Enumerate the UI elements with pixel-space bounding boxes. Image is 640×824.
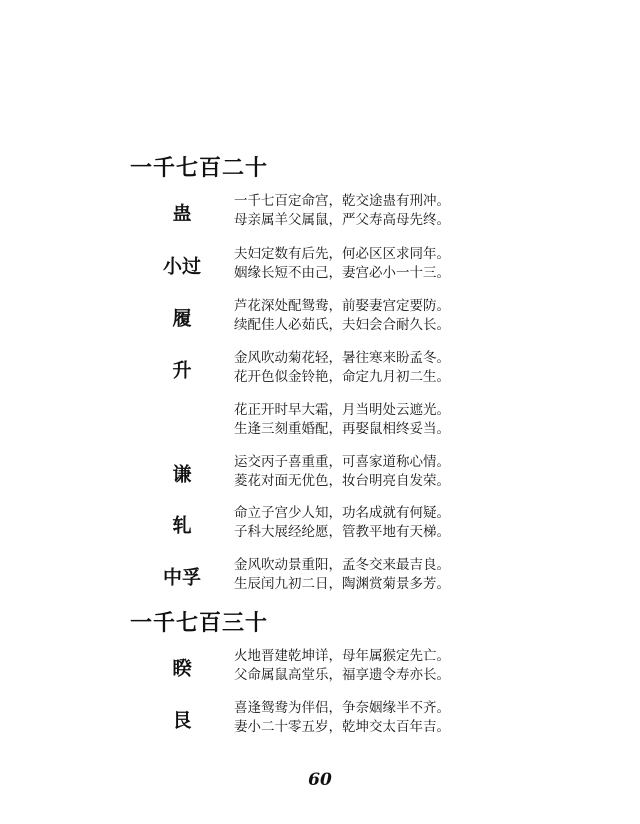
entry-sheng	[130, 349, 470, 389]
verse	[234, 401, 470, 439]
verse	[234, 556, 470, 594]
verse-line: 运交丙子喜重重，可喜家道称心情。	[234, 454, 450, 470]
hexagram-label: 履	[172, 307, 192, 330]
verse	[234, 297, 470, 335]
entry-xiaoguo	[130, 245, 470, 285]
verse-line: 芦花深处配鸳鸯，前娶妻宫定要防。	[234, 298, 450, 314]
entry-gu	[130, 192, 470, 232]
entry-ya	[130, 504, 470, 544]
hexagram-label: 中孚	[162, 566, 201, 589]
verse-line: 火地晋建乾坤详，母年属猴定先亡。	[234, 648, 450, 664]
hexagram-label: 谦	[172, 463, 192, 486]
verse-line: 喜逢鸳鸯为伴侣，争奈姻缘半不齐。	[234, 700, 450, 716]
verse-line: 生逢三刻重婚配，再娶鼠相终妥当。	[234, 421, 450, 437]
hexagram-label: 睽	[172, 657, 192, 680]
verse	[234, 245, 470, 283]
entry-zhongfu	[130, 556, 470, 596]
entry-qian	[130, 453, 470, 493]
hexagram-label: 升	[172, 359, 192, 382]
hexagram-label: 艮	[172, 709, 192, 732]
verse-line: 菱花对面无优色，妆台明亮自发荣。	[234, 473, 450, 489]
verse	[234, 647, 470, 685]
page-number: 60	[308, 770, 332, 790]
verse	[234, 453, 470, 491]
entry-unlabeled	[130, 401, 470, 441]
verse-line: 生辰闰九初二日，陶渊赏菊景多芳。	[234, 576, 450, 592]
verse	[234, 504, 470, 542]
entry-kui	[130, 647, 470, 687]
verse-line: 姻缘长短不由己，妻宫必小一十三。	[234, 265, 450, 281]
hexagram-label: 蛊	[172, 202, 192, 225]
verse-line: 花正开时早大霜，月当明处云遮光。	[234, 402, 450, 418]
verse-line: 夫妇定数有后先，何必区区求同年。	[234, 246, 450, 262]
section-heading-1730: 一千七百三十	[130, 611, 269, 636]
verse-line: 命立子宫少人知，功名成就有何疑。	[234, 505, 450, 521]
verse-line: 金风吹动景重阳，孟冬交来最吉良。	[234, 557, 450, 573]
verse-line: 妻小二十零五岁，乾坤交太百年吉。	[234, 719, 450, 735]
verse-line: 一千七百定命宫，乾交途蛊有刑冲。	[234, 193, 450, 209]
hexagram-label: 小过	[162, 255, 201, 278]
verse-line: 母亲属羊父属鼠，严父寿高母先终。	[234, 212, 450, 228]
verse	[234, 192, 470, 230]
verse-line: 续配佳人必茹氏，夫妇会合耐久长。	[234, 317, 450, 333]
verse-line: 子科大展经纶愿，管教平地有天梯。	[234, 524, 450, 540]
verse-line: 父命属鼠高堂乐，福享遗令寿亦长。	[234, 667, 450, 683]
verse	[234, 699, 470, 737]
entry-gen	[130, 699, 470, 739]
entry-lv	[130, 297, 470, 337]
section-heading-1720: 一千七百二十	[130, 156, 269, 181]
hexagram-label: 轧	[172, 514, 192, 537]
verse-line: 金风吹动菊花轻，暑往寒来盼孟冬。	[234, 350, 450, 366]
verse-line: 花开色似金铃艳，命定九月初二生。	[234, 369, 450, 385]
verse	[234, 349, 470, 387]
